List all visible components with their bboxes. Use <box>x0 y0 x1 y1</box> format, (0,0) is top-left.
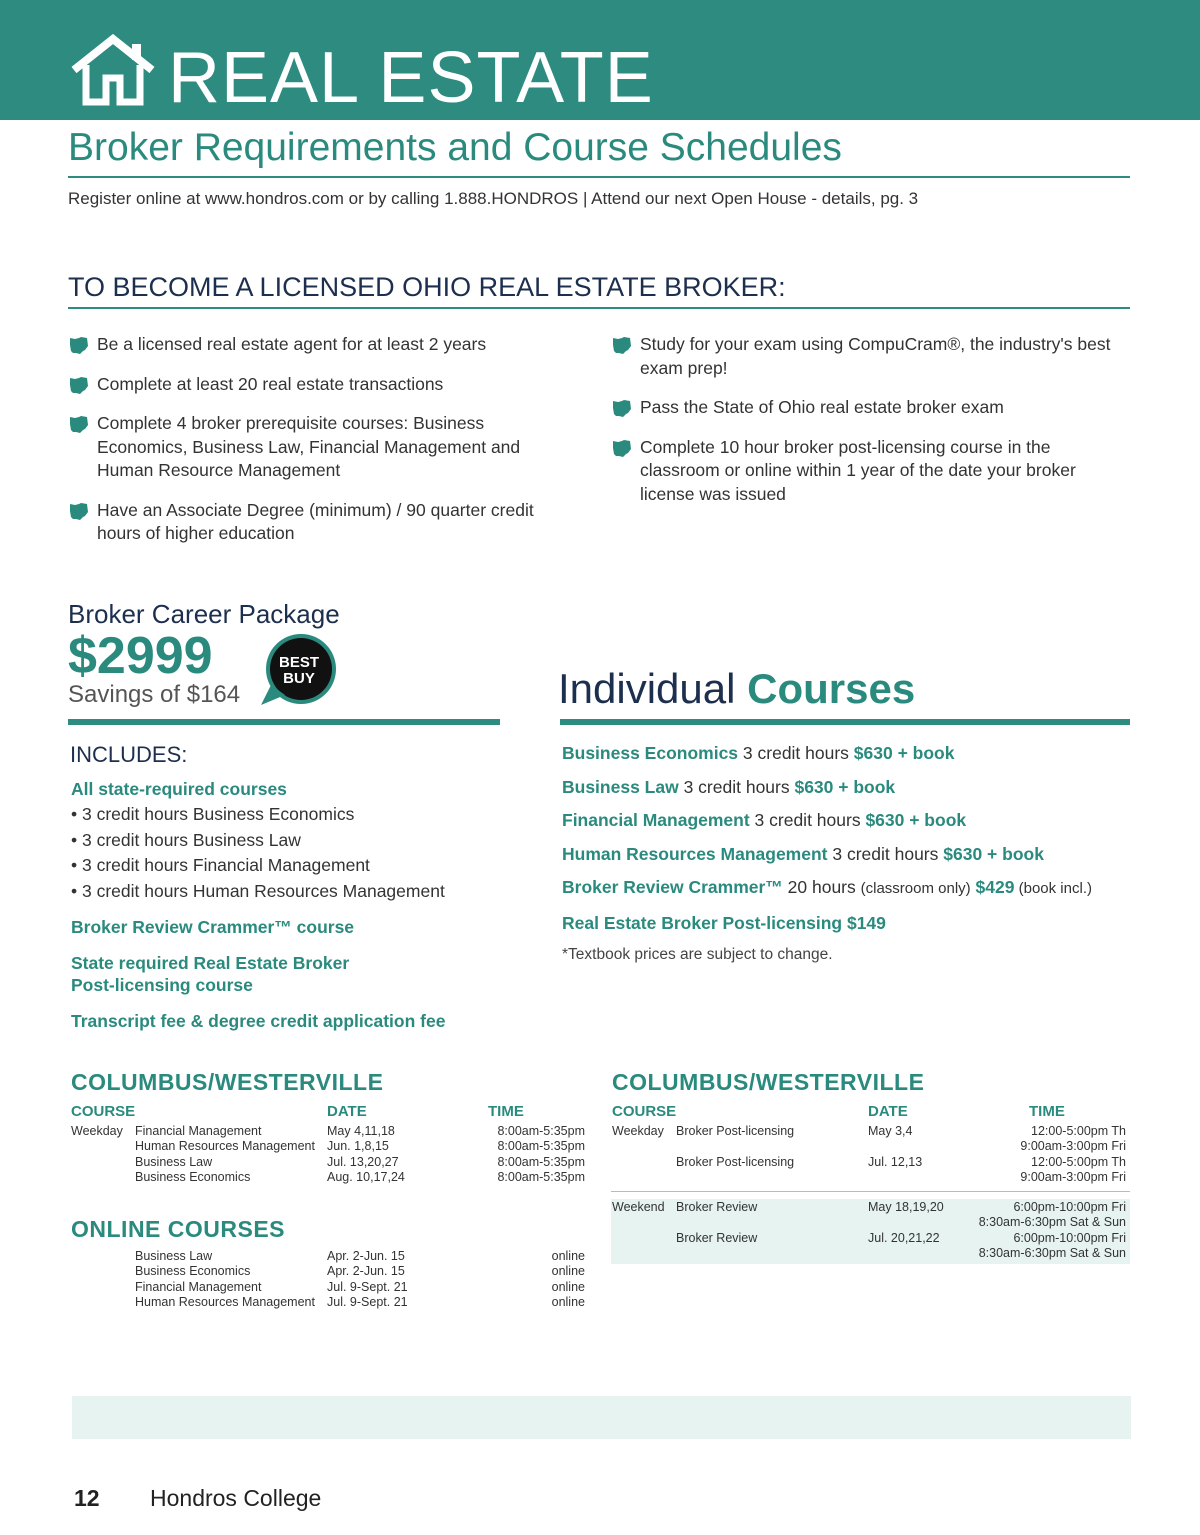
college-name: Hondros College <box>150 1485 322 1511</box>
column-header-course: COURSE <box>71 1103 136 1120</box>
best-buy-label: BEST BUY <box>278 654 319 687</box>
course-price-line: Financial Management 3 credit hours $630 + book <box>562 810 967 830</box>
table-row: Human Resources Management Jul. 9-Sept. 21 online <box>135 1294 585 1309</box>
schedule-title-left: COLUMBUS/WESTERVILLE <box>71 1069 384 1095</box>
requirement-text: Study for your exam using CompuCram®, the industry's best exam prep! <box>640 334 1111 378</box>
requirement-item <box>70 499 540 546</box>
textbook-note: *Textbook prices are subject to change. <box>562 946 833 963</box>
divider <box>611 1191 1130 1192</box>
column-header-course: COURSE <box>612 1103 677 1120</box>
requirement-item <box>613 333 1133 380</box>
ohio-icon <box>613 337 631 354</box>
requirement-item <box>70 373 540 397</box>
course-price-line: Broker Review Crammer™ 20 hours (classroom only) $429 (book incl.) <box>562 877 1092 897</box>
includes-bullet: • 3 credit hours Financial Management <box>71 855 370 875</box>
requirements-heading: TO BECOME A LICENSED OHIO REAL ESTATE BROKER: <box>68 272 786 302</box>
requirement-text: Complete at least 20 real estate transactions <box>97 373 444 394</box>
column-header-date: DATE <box>327 1103 367 1120</box>
requirements-left <box>70 333 540 562</box>
house-icon <box>70 34 156 106</box>
requirement-text: Pass the State of Ohio real estate broker exam <box>640 397 1004 417</box>
schedule-table-left <box>71 1124 586 1185</box>
schedule-table-right-weekday <box>612 1124 1127 1185</box>
ohio-icon <box>70 377 88 394</box>
course-price-line: Real Estate Broker Post-licensing $149 <box>562 912 886 933</box>
package-includes <box>71 778 521 1032</box>
page-banner-title: REAL ESTATE <box>168 38 654 118</box>
requirements-right <box>613 333 1133 522</box>
course-price-line: Human Resources Management 3 credit hours $630 + book <box>562 843 1044 864</box>
table-row: Business Law Jul. 13,20,27 8:00am-5:35pm <box>135 1154 585 1169</box>
individual-courses-title: Individual Courses <box>558 665 916 712</box>
table-row: Weekday Financial Management May 4,11,18 8:00am-5:35pm <box>71 1124 585 1138</box>
includes-bullet: • 3 credit hours Business Economics <box>71 804 355 824</box>
requirement-text: Complete 10 hour broker post-licensing course in the classroom or online within 1 year of the date your broker license was issued <box>640 436 1076 504</box>
table-row: Business Law Apr. 2-Jun. 15 online <box>135 1249 585 1263</box>
individual-course-list <box>562 742 1142 965</box>
includes-bullet: • 3 credit hours Business Law <box>71 829 301 850</box>
table-row: Broker Review Jul. 20,21,22 6:00pm-10:00pm Fri 8:30am-6:30pm Sat & Sun <box>676 1230 1126 1260</box>
schedule-table-right-weekend <box>612 1200 1127 1261</box>
column-header-time: TIME <box>488 1103 524 1120</box>
table-row: Business Economics Aug. 10,17,24 8:00am-5:35pm <box>135 1169 585 1184</box>
table-row: Financial Management Jul. 9-Sept. 21 online <box>135 1279 585 1294</box>
includes-crammer: Broker Review Crammer™ course <box>71 917 355 937</box>
table-row: Human Resources Management Jun. 1,8,15 8:00am-5:35pm <box>135 1139 585 1154</box>
table-row: Broker Post-licensing Jul. 12,13 12:00-5:00pm Th 9:00am-3:00pm Fri <box>676 1154 1126 1184</box>
package-price: $2999 <box>68 627 213 685</box>
requirement-item <box>613 396 1133 420</box>
ohio-icon <box>70 416 88 433</box>
page-subtitle: Broker Requirements and Course Schedules <box>68 126 842 169</box>
column-header-time: TIME <box>1029 1103 1065 1120</box>
requirement-item <box>70 333 540 357</box>
footer-shaded-box <box>72 1396 1131 1439</box>
includes-post-licensing: State required Real Estate Broker <box>71 953 350 973</box>
page-number: 12 <box>74 1485 100 1511</box>
includes-label: INCLUDES: <box>70 742 188 767</box>
requirement-item <box>613 436 1133 507</box>
column-header-date: DATE <box>868 1103 908 1120</box>
requirement-item <box>70 412 540 483</box>
online-courses-table <box>71 1249 586 1310</box>
ohio-icon <box>613 400 631 417</box>
includes-all-required: All state-required courses <box>71 779 287 799</box>
divider <box>68 307 1130 309</box>
course-price-line: Business Economics 3 credit hours $630 + book <box>562 743 955 763</box>
schedule-title-right: COLUMBUS/WESTERVILLE <box>612 1069 925 1095</box>
includes-bullet: • 3 credit hours Human Resources Management <box>71 880 445 901</box>
ohio-icon <box>70 337 88 354</box>
ohio-icon <box>613 440 631 457</box>
table-row: Business Economics Apr. 2-Jun. 15 online <box>135 1264 585 1279</box>
divider <box>560 719 1130 725</box>
package-savings: Savings of $164 <box>68 681 241 708</box>
register-line: Register online at www.hondros.com or by calling 1.888.HONDROS | Attend our next Open House - details, pg. 3 <box>68 189 919 208</box>
table-row: Weekend Broker Review May 18,19,20 6:00pm-10:00pm Fri 8:30am-6:30pm Sat & Sun <box>612 1200 1126 1230</box>
divider <box>68 719 500 725</box>
ohio-icon <box>70 503 88 520</box>
course-price-line: Business Law 3 credit hours $630 + book <box>562 776 896 797</box>
table-row: Weekday Broker Post-licensing May 3,4 12:00-5:00pm Th 9:00am-3:00pm Fri <box>612 1124 1126 1154</box>
requirement-text: Be a licensed real estate agent for at least 2 years <box>97 334 487 354</box>
includes-post-licensing: Post-licensing course <box>71 975 253 995</box>
online-courses-title: ONLINE COURSES <box>71 1216 286 1242</box>
includes-fees: Transcript fee & degree credit application fee <box>71 1011 446 1031</box>
package-title: Broker Career Package <box>68 599 340 629</box>
requirement-text: Have an Associate Degree (minimum) / 90 quarter credit hours of higher education <box>97 499 534 543</box>
divider <box>68 176 1130 178</box>
requirement-text: Complete 4 broker prerequisite courses: Business Economics, Business Law, Financial Management and Human Resource Management <box>97 413 521 480</box>
